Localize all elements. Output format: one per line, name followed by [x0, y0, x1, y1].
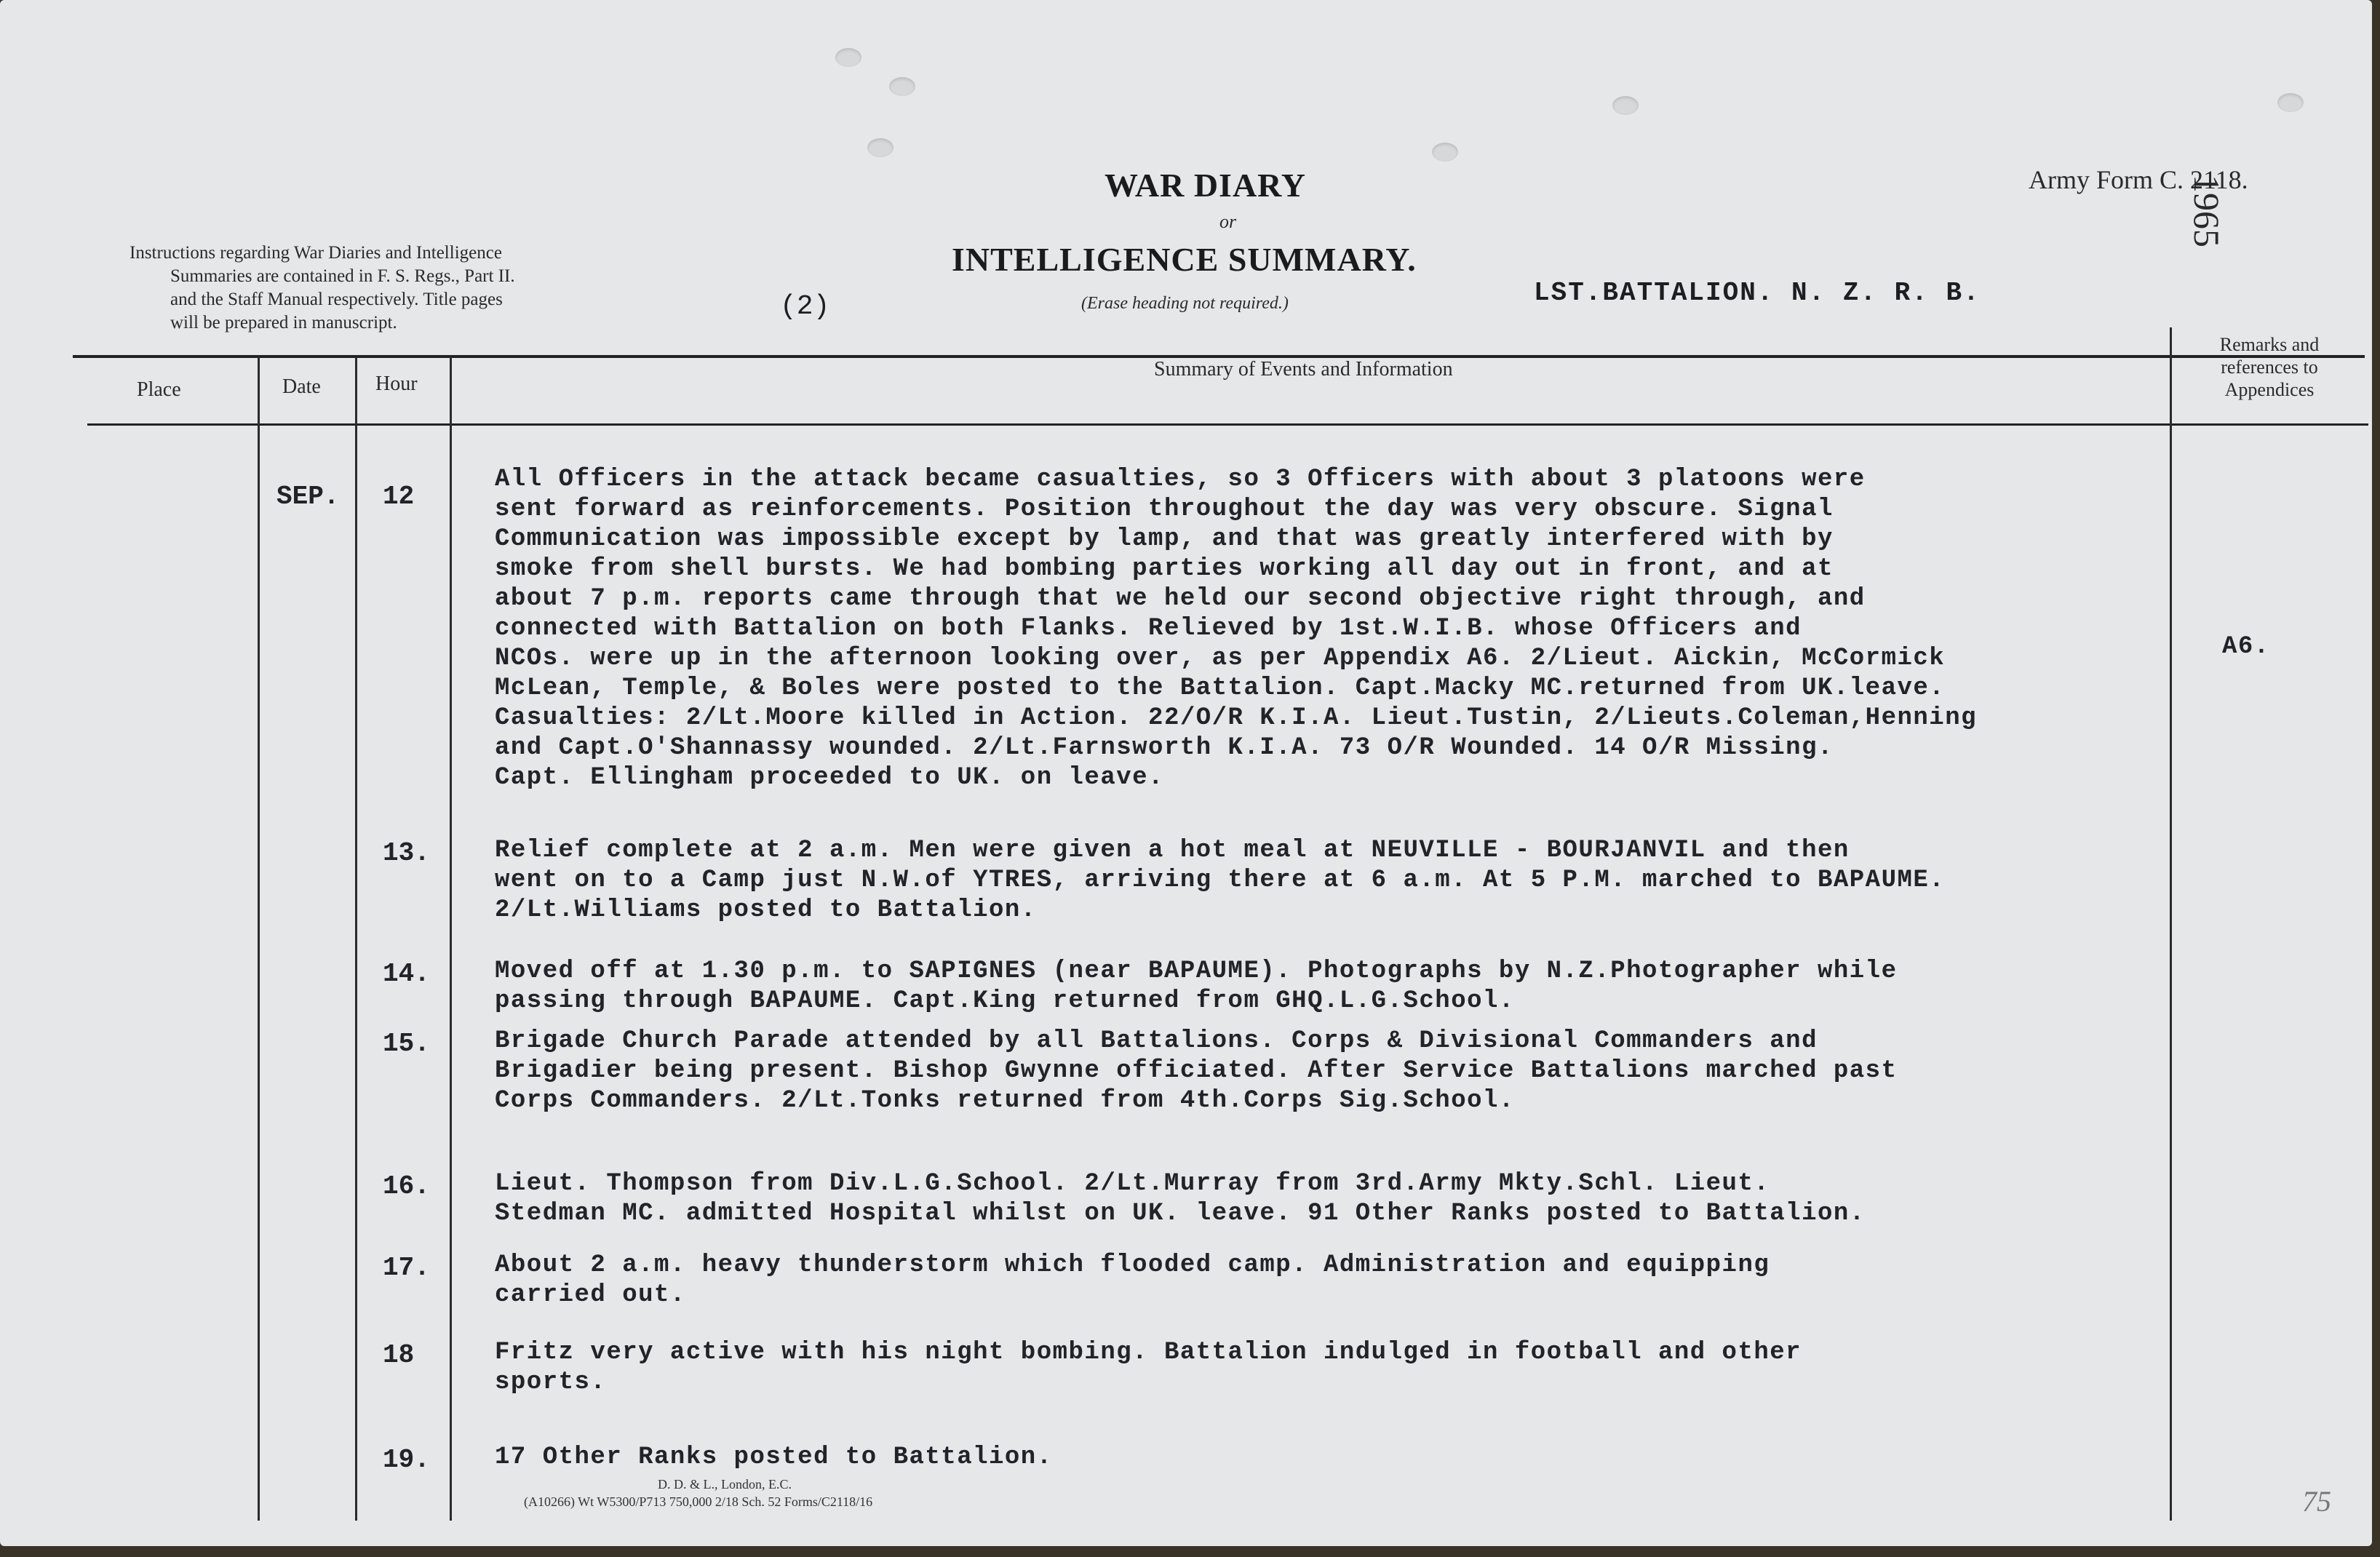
entry-date: 15.	[383, 1029, 430, 1059]
diary-subtitle: INTELLIGENCE SUMMARY.	[952, 241, 1417, 278]
punch-hole	[835, 48, 861, 67]
entry-date: 12	[383, 482, 415, 511]
entry-date: 19.	[383, 1445, 430, 1475]
entry-text-line: Capt. Ellingham proceeded to UK. on leave.	[495, 764, 1164, 792]
punch-hole	[889, 77, 915, 96]
entry-text-line: connected with Battalion on both Flanks. Relieved by 1st.W.I.B. whose Officers and	[495, 615, 1802, 642]
entry-text-line: and Capt.O'Shannassy wounded. 2/Lt.Farnsworth K.I.A. 73 O/R Wounded. 14 O/R Missing.	[495, 734, 1834, 762]
entry-text-line: about 7 p.m. reports came through that we held our second objective right through, and	[495, 585, 1866, 613]
entry-text-line: Moved off at 1.30 p.m. to SAPIGNES (near BAPAUME). Photographs by N.Z.Photographer while	[495, 957, 1898, 985]
instructions-line: and the Staff Manual respectively. Title pages	[170, 290, 503, 309]
entry-remark: A6.	[2222, 633, 2270, 661]
punch-hole	[1612, 96, 1639, 115]
remarks-heading-line: references to	[2221, 357, 2318, 378]
entry-text-line: smoke from shell bursts. We had bombing parties working all day out in front, and at	[495, 555, 1834, 583]
punch-hole	[1432, 143, 1458, 162]
entry-text-line: Corps Commanders. 2/Lt.Tonks returned from 4th.Corps Sig.School.	[495, 1087, 1515, 1115]
remarks-heading-line: Appendices	[2224, 379, 2315, 400]
unit-name: LST.BATTALION. N. Z. R. B.	[1534, 278, 1981, 308]
instructions-line: Instructions regarding War Diaries and Intelligence	[130, 243, 502, 263]
entry-text-line: Relief complete at 2 a.m. Men were given a hot meal at NEUVILLE - BOURJANVIL and then	[495, 837, 1850, 864]
entry-text-line: passing through BAPAUME. Capt.King returned from GHQ.L.G.School.	[495, 987, 1515, 1015]
erase-note: (Erase heading not required.)	[1081, 294, 1289, 313]
entry-date: 14.	[383, 959, 430, 989]
column-heading-remarks	[2187, 333, 2352, 401]
entry-text-line: Fritz very active with his night bombing. Battalion indulged in football and other	[495, 1339, 1802, 1366]
entry-text-line: McLean, Temple, & Boles were posted to the Battalion. Capt.Macky MC.returned from UK.leave.	[495, 674, 1946, 702]
instructions-line: Summaries are contained in F. S. Regs., Part II.	[170, 266, 515, 286]
entry-text-line: Brigade Church Parade attended by all Battalions. Corps & Divisional Commanders and	[495, 1027, 1818, 1055]
summary-column-rule	[450, 357, 452, 1521]
entry-date: 13.	[383, 838, 430, 868]
corner-page-number: 75	[2302, 1485, 2331, 1518]
entry-text-line: Stedman MC. admitted Hospital whilst on UK. leave. 91 Other Ranks posted to Battalion.	[495, 1200, 1866, 1227]
instructions-line: will be prepared in manuscript.	[170, 313, 397, 332]
entry-text-line: NCOs. were up in the afternoon looking over, as per Appendix A6. 2/Lieut. Aickin, McCormick	[495, 645, 1946, 672]
column-heading-date: Date	[282, 375, 321, 398]
punch-hole	[2277, 93, 2304, 112]
column-heading-hour: Hour	[375, 373, 418, 395]
column-heading-summary: Summary of Events and Information	[1154, 358, 1453, 381]
punch-hole	[867, 138, 894, 157]
entry-text-line: sent forward as reinforcements. Position throughout the day was very obscure. Signal	[495, 495, 1834, 523]
remarks-column-rule	[2170, 327, 2172, 1521]
form-code: (A10266) Wt W5300/P713 750,000 2/18 Sch. 52 Forms/C2118/16	[524, 1494, 873, 1509]
entry-text-line: All Officers in the attack became casualties, so 3 Officers with about 3 platoons were	[495, 466, 1866, 493]
army-form-label: Army Form C. 2118.	[2029, 165, 2248, 194]
entry-text-line: Brigadier being present. Bishop Gwynne officiated. After Service Battalions marched past	[495, 1057, 1898, 1085]
column-heading-place: Place	[137, 378, 181, 401]
printer-imprint: D. D. & L., London, E.C.	[658, 1477, 792, 1492]
entry-text-line: 2/Lt.Williams posted to Battalion.	[495, 896, 1037, 924]
table-header-rule	[87, 423, 2368, 426]
entry-date: 17.	[383, 1253, 430, 1283]
entry-text-line: carried out.	[495, 1281, 686, 1309]
hour-column-rule	[355, 357, 357, 1521]
entry-text-line: About 2 a.m. heavy thunderstorm which flooded camp. Administration and equipping	[495, 1251, 1770, 1279]
entry-text-line: went on to a Camp just N.W.of YTRES, arriving there at 6 a.m. At 5 P.M. marched to BAPAUME.	[495, 867, 1946, 894]
remarks-heading-line: Remarks and	[2219, 334, 2320, 355]
entry-text-line: Casualties: 2/Lt.Moore killed in Action. 22/O/R K.I.A. Lieut.Tustin, 2/Lieuts.Coleman,Henning	[495, 704, 1978, 732]
entry-text-line: 17 Other Ranks posted to Battalion.	[495, 1443, 1053, 1471]
or-label: or	[1219, 211, 1237, 232]
entry-date: 18	[383, 1340, 415, 1370]
diary-title: WAR DIARY	[1105, 167, 1307, 204]
date-column-rule	[258, 357, 260, 1521]
instructions-block	[130, 242, 515, 335]
entry-text-line: Communication was impossible except by lamp, and that was greatly interfered with by	[495, 525, 1834, 553]
entry-text-line: sports.	[495, 1369, 607, 1396]
entry-month: SEP.	[276, 482, 340, 511]
entry-text-line: Lieut. Thompson from Div.L.G.School. 2/Lt.Murray from 3rd.Army Mkty.Schl. Lieut.	[495, 1170, 1770, 1198]
page-number: (2)	[780, 291, 830, 322]
stamp-number: 1965	[2186, 175, 2227, 247]
entry-date: 16.	[383, 1171, 430, 1201]
